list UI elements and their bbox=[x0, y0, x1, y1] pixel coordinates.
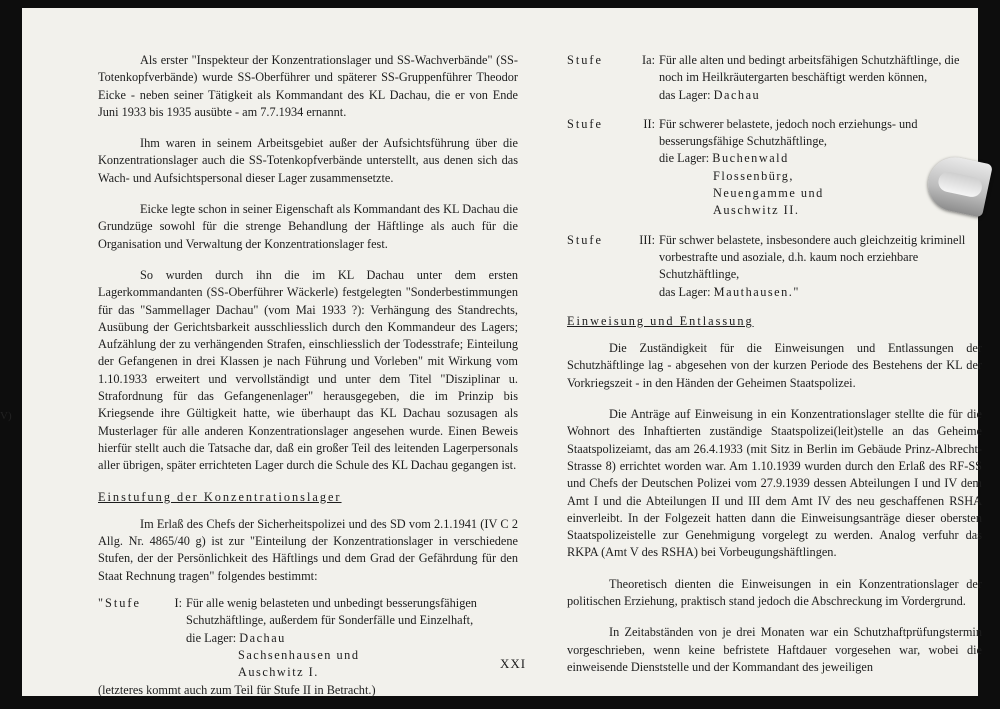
stufe-number: II: bbox=[643, 116, 655, 131]
camp-name: Buchenwald bbox=[712, 151, 789, 166]
section-heading: Einweisung und Entlassung bbox=[567, 313, 754, 328]
stufe-text bbox=[659, 232, 982, 301]
stufe-number: I: bbox=[174, 596, 182, 611]
stufe-entry bbox=[567, 232, 982, 301]
margin-mark: V) bbox=[0, 410, 12, 422]
paragraph: Im Erlaß des Chefs der Sicherheitspolizei und des SD vom 2.1.1941 (IV C 2 Allg. Nr. 4865/40 g) ist zur "Einteilung der Konzentrationslager in verschiedene Stufen, der der Persönlichkeit des Häftlings und dem Grad der Gefährdung für den Staat Rechnung tragen" folgendes bestimmt: bbox=[98, 516, 518, 583]
note: (letzteres kommt auch zum Teil für Stufe II in Betracht.) bbox=[98, 682, 376, 697]
stufe-entry bbox=[567, 116, 982, 220]
paragraph: Eicke legte schon in seiner Eigenschaft als Kommandant des KL Dachau die Grundzüge sowohl für die strenge Behandlung der Häftlinge als auch für die Organisation und Verwaltung der Konzentrationslager fest. bbox=[98, 202, 518, 251]
camp-name bbox=[238, 665, 319, 679]
left-column bbox=[98, 52, 518, 699]
camp-name: Auschwitz II. bbox=[713, 203, 800, 218]
stufe-label: "Stufe bbox=[98, 596, 141, 611]
paragraph: In Zeitabständen von je drei Monaten war ein Schutzhaftprüfungstermin vorgeschrieben, wenn keine befristete Haftdauer vorgesehen war, wobei die einweisende Dienststelle und der Kommandant des jeweiligen bbox=[567, 625, 982, 674]
camps-prefix: die Lager: bbox=[659, 151, 710, 166]
camp-name: Dachau bbox=[713, 87, 761, 102]
stufe-description: Für schwerer belastete, jedoch noch erziehungs- und besserungsfähige Schutzhäftlinge, bbox=[659, 116, 918, 149]
stufe-text bbox=[186, 595, 518, 681]
stufe-text bbox=[659, 52, 982, 104]
camp-name: Dachau bbox=[239, 630, 286, 645]
stufe-description: Für alle wenig belasteten und unbedingt besserungsfähigen Schutzhäftlinge, außerdem für Sonderfälle und Einzelhaft, bbox=[186, 596, 477, 628]
stufe-entry bbox=[567, 52, 982, 104]
camp-name bbox=[238, 648, 359, 662]
stufe-label: Stufe bbox=[567, 232, 603, 247]
camp-name: Mauthausen." bbox=[713, 284, 800, 299]
section-heading: Einstufung der Konzentrationslager bbox=[98, 489, 342, 504]
camps-prefix: die Lager: bbox=[186, 630, 237, 645]
stufe-number: III: bbox=[639, 232, 655, 247]
stufe-label: Stufe bbox=[567, 53, 603, 67]
paragraph: Ihm waren in seinem Arbeitsgebiet außer der Aufsichtsführung über die Konzentrationslager auch die SS-Totenkopfverbände unterstellt, aus denen sich das Wach- und Aufsichtspersonal dieser Lager zusammensetzte. bbox=[98, 136, 518, 185]
camp-name-text: Auschwitz I. bbox=[238, 665, 319, 680]
camps-prefix: das Lager: bbox=[659, 284, 711, 299]
stufe-number: Ia: bbox=[642, 53, 655, 67]
paragraph: Die Zuständigkeit für die Einweisungen und Entlassungen der Schutzhäftlinge lag - abgesehen von der kurzen Periode des Bestehens der KL der Vorkriegszeit - in den Händen der Geheimen Staatspolizei. bbox=[567, 341, 982, 390]
document-page bbox=[22, 8, 982, 697]
camps-prefix: das Lager: bbox=[659, 87, 711, 102]
camp-name-text: Sachsenhausen und bbox=[238, 647, 360, 662]
right-column bbox=[567, 52, 982, 676]
camp-name: Neuengamme und bbox=[713, 186, 824, 201]
stufe-entry bbox=[98, 595, 518, 681]
stufe-description: Für schwer belastete, insbesondere auch gleichzeitig kriminell vorbestrafte und asoziale, d.h. kaum noch erziehbare Schutzhäftlinge, bbox=[659, 232, 966, 282]
paragraph: Die Anträge auf Einweisung in ein Konzentrationslager stellte die für die Wohnort des Inhaftierten zuständige Staatspolizei(leit)stelle an das Geheime Staatspolizeiamt, das am 26.4.1933 (mit Sitz in Berlin im Gebäude Prinz-Albrecht-Strasse 8) errichtet worden war. Am 1.10.1939 wurden durch den Erlaß des RF-SS und Chefs der Deutschen Polizei vom 27.9.1939 dessen Abteilungen I und IV dem Amt I und die Abteilungen II und III dem Amt IV des neu geschaffenen RSHA einverleibt. In der Folgezeit hatten dann die Einweisungsanträge dieser obersten Staatspolizeistelle zur Genehmigung vorgelegt zu werden. Analog verfuhr das RKPA (Amt V des RSHA) bei Vorbeugungshäftlingen. bbox=[567, 407, 982, 560]
camp-name: Flossenbürg, bbox=[713, 168, 794, 183]
paragraph: Als erster "Inspekteur der Konzentrationslager und SS-Wachverbände" (SS-Totenkopfverbände) wurde SS-Oberführer und späterer SS-Gruppenführer Theodor Eicke - neben seiner Tätigkeit als Kommandant des KL Dachau, die er von Ende Juni 1933 bis 1935 ausübte - am 7.7.1934 ernannt. bbox=[98, 53, 518, 119]
paragraph: Theoretisch dienten die Einweisungen in ein Konzentrationslager der politischen Erziehung, praktisch stand jedoch die Abschreckung im Vordergrund. bbox=[567, 576, 982, 609]
stufe-label: Stufe bbox=[567, 116, 603, 131]
paper-clip-inner bbox=[937, 170, 984, 199]
page-number: XXI bbox=[500, 656, 527, 671]
stufe-description: Für alle alten und bedingt arbeitsfähigen Schutzhäftlinge, die noch im Heilkräutergarten beschäftigt werden können, bbox=[659, 53, 960, 85]
paragraph: So wurden durch ihn die im KL Dachau unter dem ersten Lagerkommandanten (SS-Oberführer Wäckerle) festgelegten "Sonderbestimmungen für das "Sammellager Dachau" (vom Mai 1933 ?): Verhängung des Standrechts, Ausübung der Gerichtsbarkeit ausschliesslich durch den Kommandeur des Lagers; Aufzählung der zu verhängenden Strafen, einschliesslich der Todesstrafe; Einteilung der Gefangenen in drei Klassen je nach Führung und Vorleben" mit Wirkung vom 1.10.1933 erweitert und vervollständigt und unter dem Titel "Disziplinar u. Strafordnung für das Gefangenenlager" herausgegeben, die im Prinzip bis Kriegsende ihre Gültigkeit hatte, wie überhaupt das KL Dachau sozusagen als Musterlager für alle anderen Konzentrationslager angesehen wurde. Einen Beweis hierfür stellt auch die Tatsache dar, daß ein großer Teil des leitenden Lagerpersonals aller übrigen, später errichteten Lager durch die Schule des KL Dachau gegangen ist. bbox=[98, 267, 518, 473]
